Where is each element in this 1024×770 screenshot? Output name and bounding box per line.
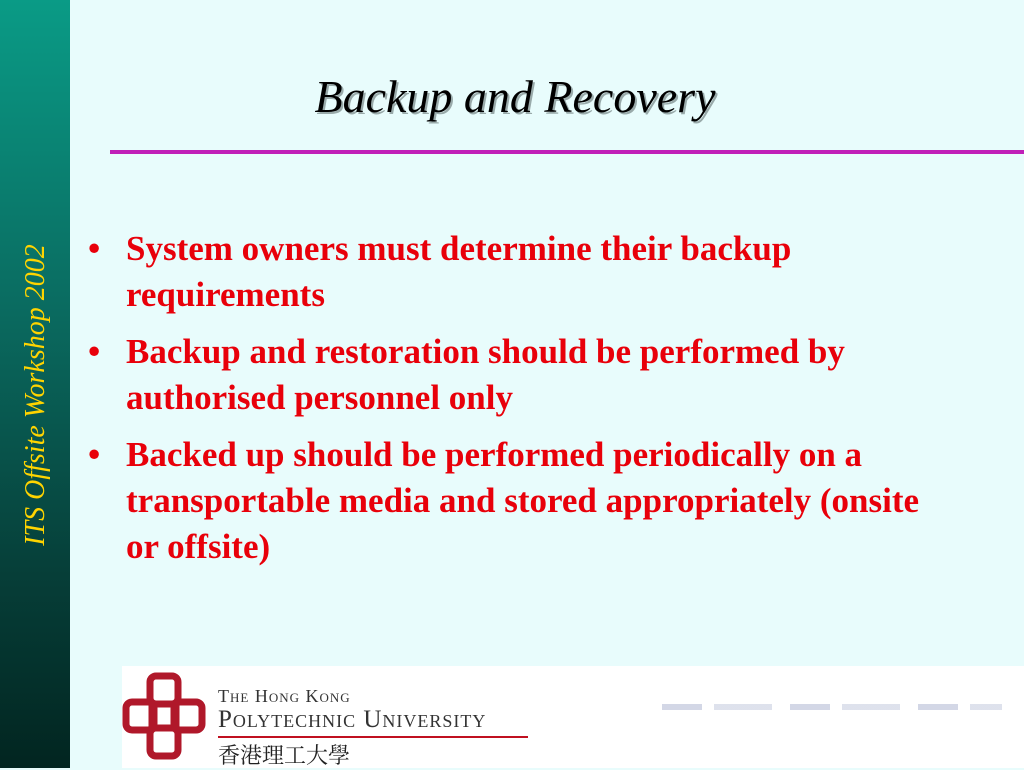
bullet-list <box>84 226 924 581</box>
sidebar <box>0 0 70 768</box>
bullet-icon: • <box>88 435 101 474</box>
bullet-text: System owners must determine their backup requirements <box>126 229 792 314</box>
bullet-icon: • <box>88 229 101 268</box>
university-prefix: The Hong Kong <box>218 686 351 706</box>
university-chinese-name: 香港理工大學 <box>218 744 351 769</box>
bullet-item <box>84 432 924 570</box>
university-underline <box>218 736 528 738</box>
bullet-text: Backup and restoration should be performed by authorised personnel only <box>126 332 845 417</box>
bullet-item <box>84 329 924 421</box>
bullet-icon: • <box>88 332 101 371</box>
bullet-text: Backed up should be performed periodically on a transportable media and stored appropriately (onsite or offsite) <box>126 435 920 566</box>
polyu-logo-icon <box>122 670 206 762</box>
sidebar-caption: ITS Offsite Workshop 2002 <box>20 244 51 546</box>
faded-tagline <box>662 704 1002 710</box>
footer-banner <box>122 666 1024 768</box>
bullet-item <box>84 226 924 318</box>
university-name: Polytechnic University <box>218 706 487 733</box>
slide-title: Backup and Recovery <box>314 71 716 122</box>
title-divider <box>110 150 1024 154</box>
